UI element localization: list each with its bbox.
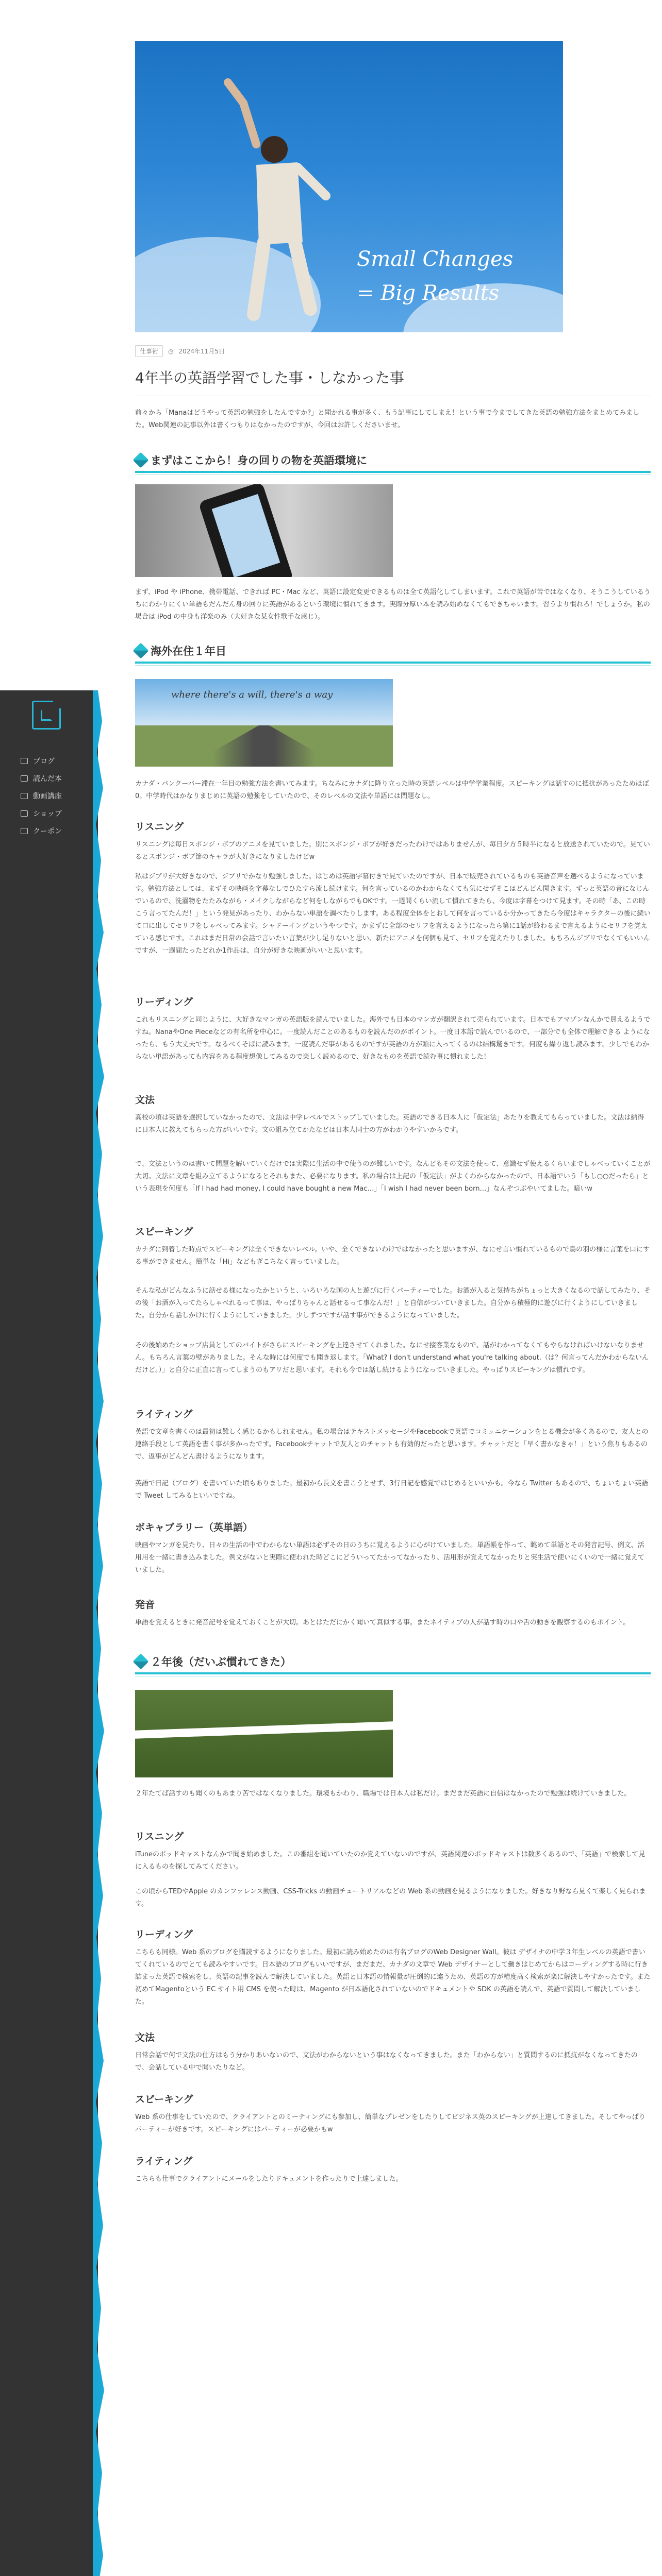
section-paragraph: そんな私がどんなふうに話せる様になったかというと、いろいろな国の人と遊びに行くパーティーでした。お酒が入ると気持ちがちょっと大きくなるので話してみたり、その後「お酒が入ってたらしゃべれるって事は、やっぱりちゃんと話せるって事なんだ！」と自信がついていきました。自分から積極的に遊びに行くようにしていきました。自分から話しかけに行くようにしていきました。少しずつですが話す事ができるようになっていました。 [135,1287,651,1319]
road-photo [135,679,393,767]
section-paragraph: Web 系の仕事をしていたので、クライアントとのミーティングにも参加し、簡単なプレゼンをしたりしてビジネス英のスピーキングが上達してきました。そしてやっぱりパーティーが好きです。スピーキングにはパーティーが必要かもw [135,2113,646,2133]
section-paragraph: 日常会話で何で文法の仕方はもう分かりあいないので、文法がわからないという事はなくなってきました。また「わからない」と質問するのに抵抗がなくなってきたので、会話している中で聞いたりなど。 [135,2052,638,2072]
sidebar-item-videos[interactable] [21,787,62,805]
post-meta [135,345,225,357]
subsection-heading: ライティング [135,1409,193,1420]
sidebar-item-label: 動画講座 [33,792,62,801]
sidebar-item-coupon[interactable] [21,822,62,840]
section-paragraph: リスニングは毎日スポンジ・ボブのアニメを見ていました。別にスポンジ・ボブが好きだったわけではありませんが、毎日夕方５時半になると放送されていたので。見ているとスポンジ・ボブ節のキャラが大好きになりましたけどw [135,841,650,861]
subsection-heading: 発音 [135,1599,155,1611]
sidebar-item-label: 読んだ本 [33,775,62,783]
pencil-icon [133,452,148,468]
sidebar-item-label: ブログ [33,757,55,766]
cart-icon [21,810,28,817]
coupon-icon [21,828,28,834]
sidebar-item-label: ショップ [33,810,62,818]
divider [135,471,651,473]
section-paragraph: で、文法というのは書いて問題を解いていくだけでは実際に生活の中で使うのが難しいです。なんどもその文法を使って、意識せず使えるくらいまでしゃべっていくことが大切。文法に文章を組み立てるようになるとそれもまた、必要になります。私の場合は上記の「仮定法」がよくわからなかったので、日本語でいう「もし○○だったら」という表現を何度も「If I had had money, I could have bought a new Mac…」「I wish I had never been born…」なんぞつぶやいてました。暗いw [135,1160,651,1193]
subsection-heading: ボキャブラリー（英単語） [135,1522,253,1533]
torn-paper-edge [93,690,105,2576]
section-paragraph: 単語を覚えるときに発音記号を覚えておくことが大切。あとはただにかく聞いて真似する事。またネイティブの人が話す時の口や舌の動きを観察するのもポイント。 [135,1619,630,1626]
subsection-heading: 文法 [135,2032,155,2043]
section-paragraph: iTuneのポッドキャストなんかで聞き始めました。この番組を聞いていたのか覚えていないのですが、英語関連のポッドキャストは数多くあるので、「英語」で検索して見に入るものを探してみてください。 [135,1851,646,1871]
section-paragraph: 映画やマンガを見たり、日々の生活の中でわからない単語は必ずその日のうちに覚えるように心がけていました。単語帳を作って、眺めて単語とその発音記号、例文、活用用を一緒に書き込みました。例文がないと実際に使われた時どこにどういってたかってなかったり、活用形が覚えてなかったりと実生活で使いにくいので一緒に覚えていました。 [135,1541,645,1574]
sidebar-item-label: クーポン [33,827,62,836]
pencil-icon [133,642,148,658]
site-logo-icon[interactable] [32,701,61,730]
section-paragraph: ２年たてば話すのも聞くのもあまり苦ではなくなりました。環境もかわり、職場では日本人は私だけ。まだまだ英語に自信はなかったので勉強は続けていきました。 [135,1790,631,1798]
post-title: 4年半の英語学習でした事・しなかった事 [135,369,404,386]
section-heading: 海外在住１年目 [135,643,651,665]
subsection-heading: スピーキング [135,2094,193,2105]
road-photo-caption: where there's a will, there's a way [171,689,333,700]
section-paragraph: カナダ・バンクーバー滞在一年目の勉強方法を書いてみます。ちなみにカナダに降り立った時の英語レベルは中学学業程度。スピーキングは話すのに抵抗があったためほぼ0。中学時代はかなりまじめに英語の勉強をしていたので、そのレベルの文法や単語には問題なし。 [135,780,649,800]
hero-caption: Small Changes = Big Results [357,247,514,305]
subsection-heading: ライティング [135,2156,193,2167]
sidebar-item-blog[interactable] [21,752,62,770]
section-paragraph: 英語で文章を書くのは最初は難しく感じるかもしれません。私の場合はテキストメッセージやFacebookで英語でコミュニケーションをとる機会が多くあるので、友人との連絡手段として英語を書く事が多かったです。Facebookチャットで友人とのチャットも有効的だったと思います。チャットだと「早く書かなきゃ！」という焦りもあるので、返事がどんどん書けるようになります。 [135,1428,649,1461]
section-paragraph: 私はジブリが大好きなので、ジブリでかなり勉強しました。はじめは英語字幕付きで見ていたのですが、日本で販売されているものも英語音声を選べるようになっています。勉強方法としては、まずその映画を字幕なしでひたすら流し続けます。何を言っているのかわからなくても気にせずそこはどんどん聞きます。ずっと英語の音になじんでいるので、洗濯物をたたみながら・メイクしながらなど何をしながらでもOKです。一週間くらい流して慣れてきたら、今度は字幕をつけて見ます。その時「あ、この時こう言ってたんだ！」という発見があったり、わからない単語を調べたりします。ある程度全体をとおして何を言っているか分かってきたら今度はキャラクターの後に続いて口に出してセリフをしゃべってみます。シャドーイングというやつです。かまずに全部のセリフを言えるようになったら第に1話が終わるまで言えるようにセリフを覚えている感じです。これはまだ日常の会話で言いたい言葉が少し足りないと思い、新たにアニメを何個も見て、セリフを覚えたりしました。もちろんジブリでなくてもいいんですが、一週間たったどれか1作品は、自分が好きな映画がいいと思います。 [135,873,651,955]
subsection-heading: リスニング [135,821,184,833]
section-paragraph: 高校の頃は英語を選択していなかったので、文法は中学レベルでストップしていました。英語のできる日本人に「仮定法」あたりを教えてもらっていました。文法は納得に日本人に教えてもらった方がいいです。文の組み立てかたなどは日本人同士の方がわかりやすいからです。 [135,1114,644,1134]
section-heading: まずはここから！身の回りの物を英語環境に [135,452,651,474]
sidebar-item-books[interactable] [21,770,62,787]
subsection-heading: リーディング [135,996,193,1008]
section-paragraph: これもリスニングと同じように、大好きなマンガの英語版を読んでいました。海外でも日本のマンガが翻訳されて売られています。日本でもアマゾンなんかで買えるようですね。NanaやOne Pieceなどの有名所を中心に。一度読んだことのあるものを読んだのがポイント。一度日本語で読んでいるので、一部分でも全体で理解できる ようになったら、もう大丈夫です。なるべくそばに読みます。一度読んだ事があるものですが英語の方が頭に入ってくるのは結構驚きです。何度も繰り返し読みます。少しでもわからない単語があっても内容をある程度想像してみるので楽しく読めるので、好きなものを英語で読む事に慣れました！ [135,1016,651,1061]
section-paragraph: こちらも仕事でクライアントにメールをしたりドキュメントを作ったりで上達しました。 [135,2175,403,2183]
section-paragraph: 英語で日記（ブログ）を書いていた頃もありました。最初から長文を書こうとせず、3行日記を感覚ではじめるといいかも。今なら Twitter もあるので、ちょいちょい英語で Tweet してみるといいですね。 [135,1480,649,1500]
section-heading: ２年後（だいぶ慣れてきた） [135,1654,651,1675]
subsection-heading: リーディング [135,1929,193,1940]
jumping-person-illustration [207,72,341,332]
hero-image [135,41,563,332]
left-sidebar [0,690,98,2576]
post-date: 2024年11月5日 [178,348,225,355]
subsection-heading: スピーキング [135,1226,193,1238]
subsection-heading: 文法 [135,1094,155,1106]
calendar-icon: ◷ [168,347,174,355]
video-icon [21,793,28,799]
section-paragraph: その後始めたショップ店員としてのバイトがさらにスピーキングを上達させてくれました。なにせ接客業なもので、話がわかってなくてもやらなければいけないなりません。もちろん言葉の壁がありました。そんな時には何度でも聞き返します。「What? I don't understand what you're talking about.（は？何言ってんだかわからないんだけど。）」と自分に正直に言ってしまうのもアリだと思います。それも今では話し続けるようになっていきました。やっぱりスピーキングは慣れです。 [135,1342,649,1374]
section-paragraph: こちらも同様。Web 系のブログを購読するようになりました。最初に読み始めたのは有名ブログのWeb Designer Wall。彼は デザイナの中学３年生レベルの英語で書いてくれているのでとても読みやすいです。日本語のブログもいいですが、まだまだ、カナダの文章で Web デザイナーとして働きはじめてからはコーディングする時に行き詰まった英語で検索をし、英語の記事を読んで解決していました。英語と日本語の情報量が圧倒的に違うため、英語の方が精度高く検索が楽に解決しやすかったです。また初めてMagentoという EC サイト用 CMS を使った時は、Magento が日本語化されていないのでドキュメントや SDK の英語を読んで、英語で質問して解決していました。 [135,1948,651,2006]
divider [135,1672,651,1674]
section-paragraph: まず、iPod や iPhone、携帯電話、できれば PC・Mac など、英語に設定変更できるものは全て英語化してしまいます。これで英語が苦ではなくなり、そうこうしているうちにわかりにくい単語もだんだん身の回りに英語があるという環境に慣れてきます。実際分厚い本を読み始めなくてもできちゃいます。習うより慣れろ！でしょうか。私の場合は iPod の中身も洋楽のみ（大好きな某女性歌手な感じ）。 [135,588,651,621]
pencil-icon [133,1653,148,1669]
sidebar-menu [21,752,62,840]
phone-photo [135,484,393,577]
book-icon [21,775,28,782]
subsection-heading: リスニング [135,1831,184,1842]
grass-photo [135,1690,393,1777]
divider [135,662,651,664]
section-paragraph: カナダに到着した時点でスピーキングは全くできないレベル。いや、全くできないわけではなかったと思いますが、なにせ言い慣れているもので鳥の羽の様に言葉を口にする事ができません。簡単な「Hi」などもぎこちなく言っていました。 [135,1246,650,1266]
document-icon [21,758,28,764]
section-paragraph: この頃からTEDやApple のカンファレンス動画、CSS-Tricks の動画チュートリアルなどの Web 系の動画を見るようになりました。好きなり野なら見くて楽しく見られます。 [135,1888,646,1908]
sidebar-item-shop[interactable] [21,805,62,822]
intro-paragraph: 前々から「Manaはどうやって英語の勉強をしたんですか?」と聞かれる事が多く、もう記事にしてしまえ！という事で今までしてきた英語の勉強方法をまとめてみました。Web関連の記事以外は書くつもりはなかったのですが、今回はお許しくださいませ。 [135,409,640,429]
category-tag[interactable]: 仕事術 [135,345,163,357]
